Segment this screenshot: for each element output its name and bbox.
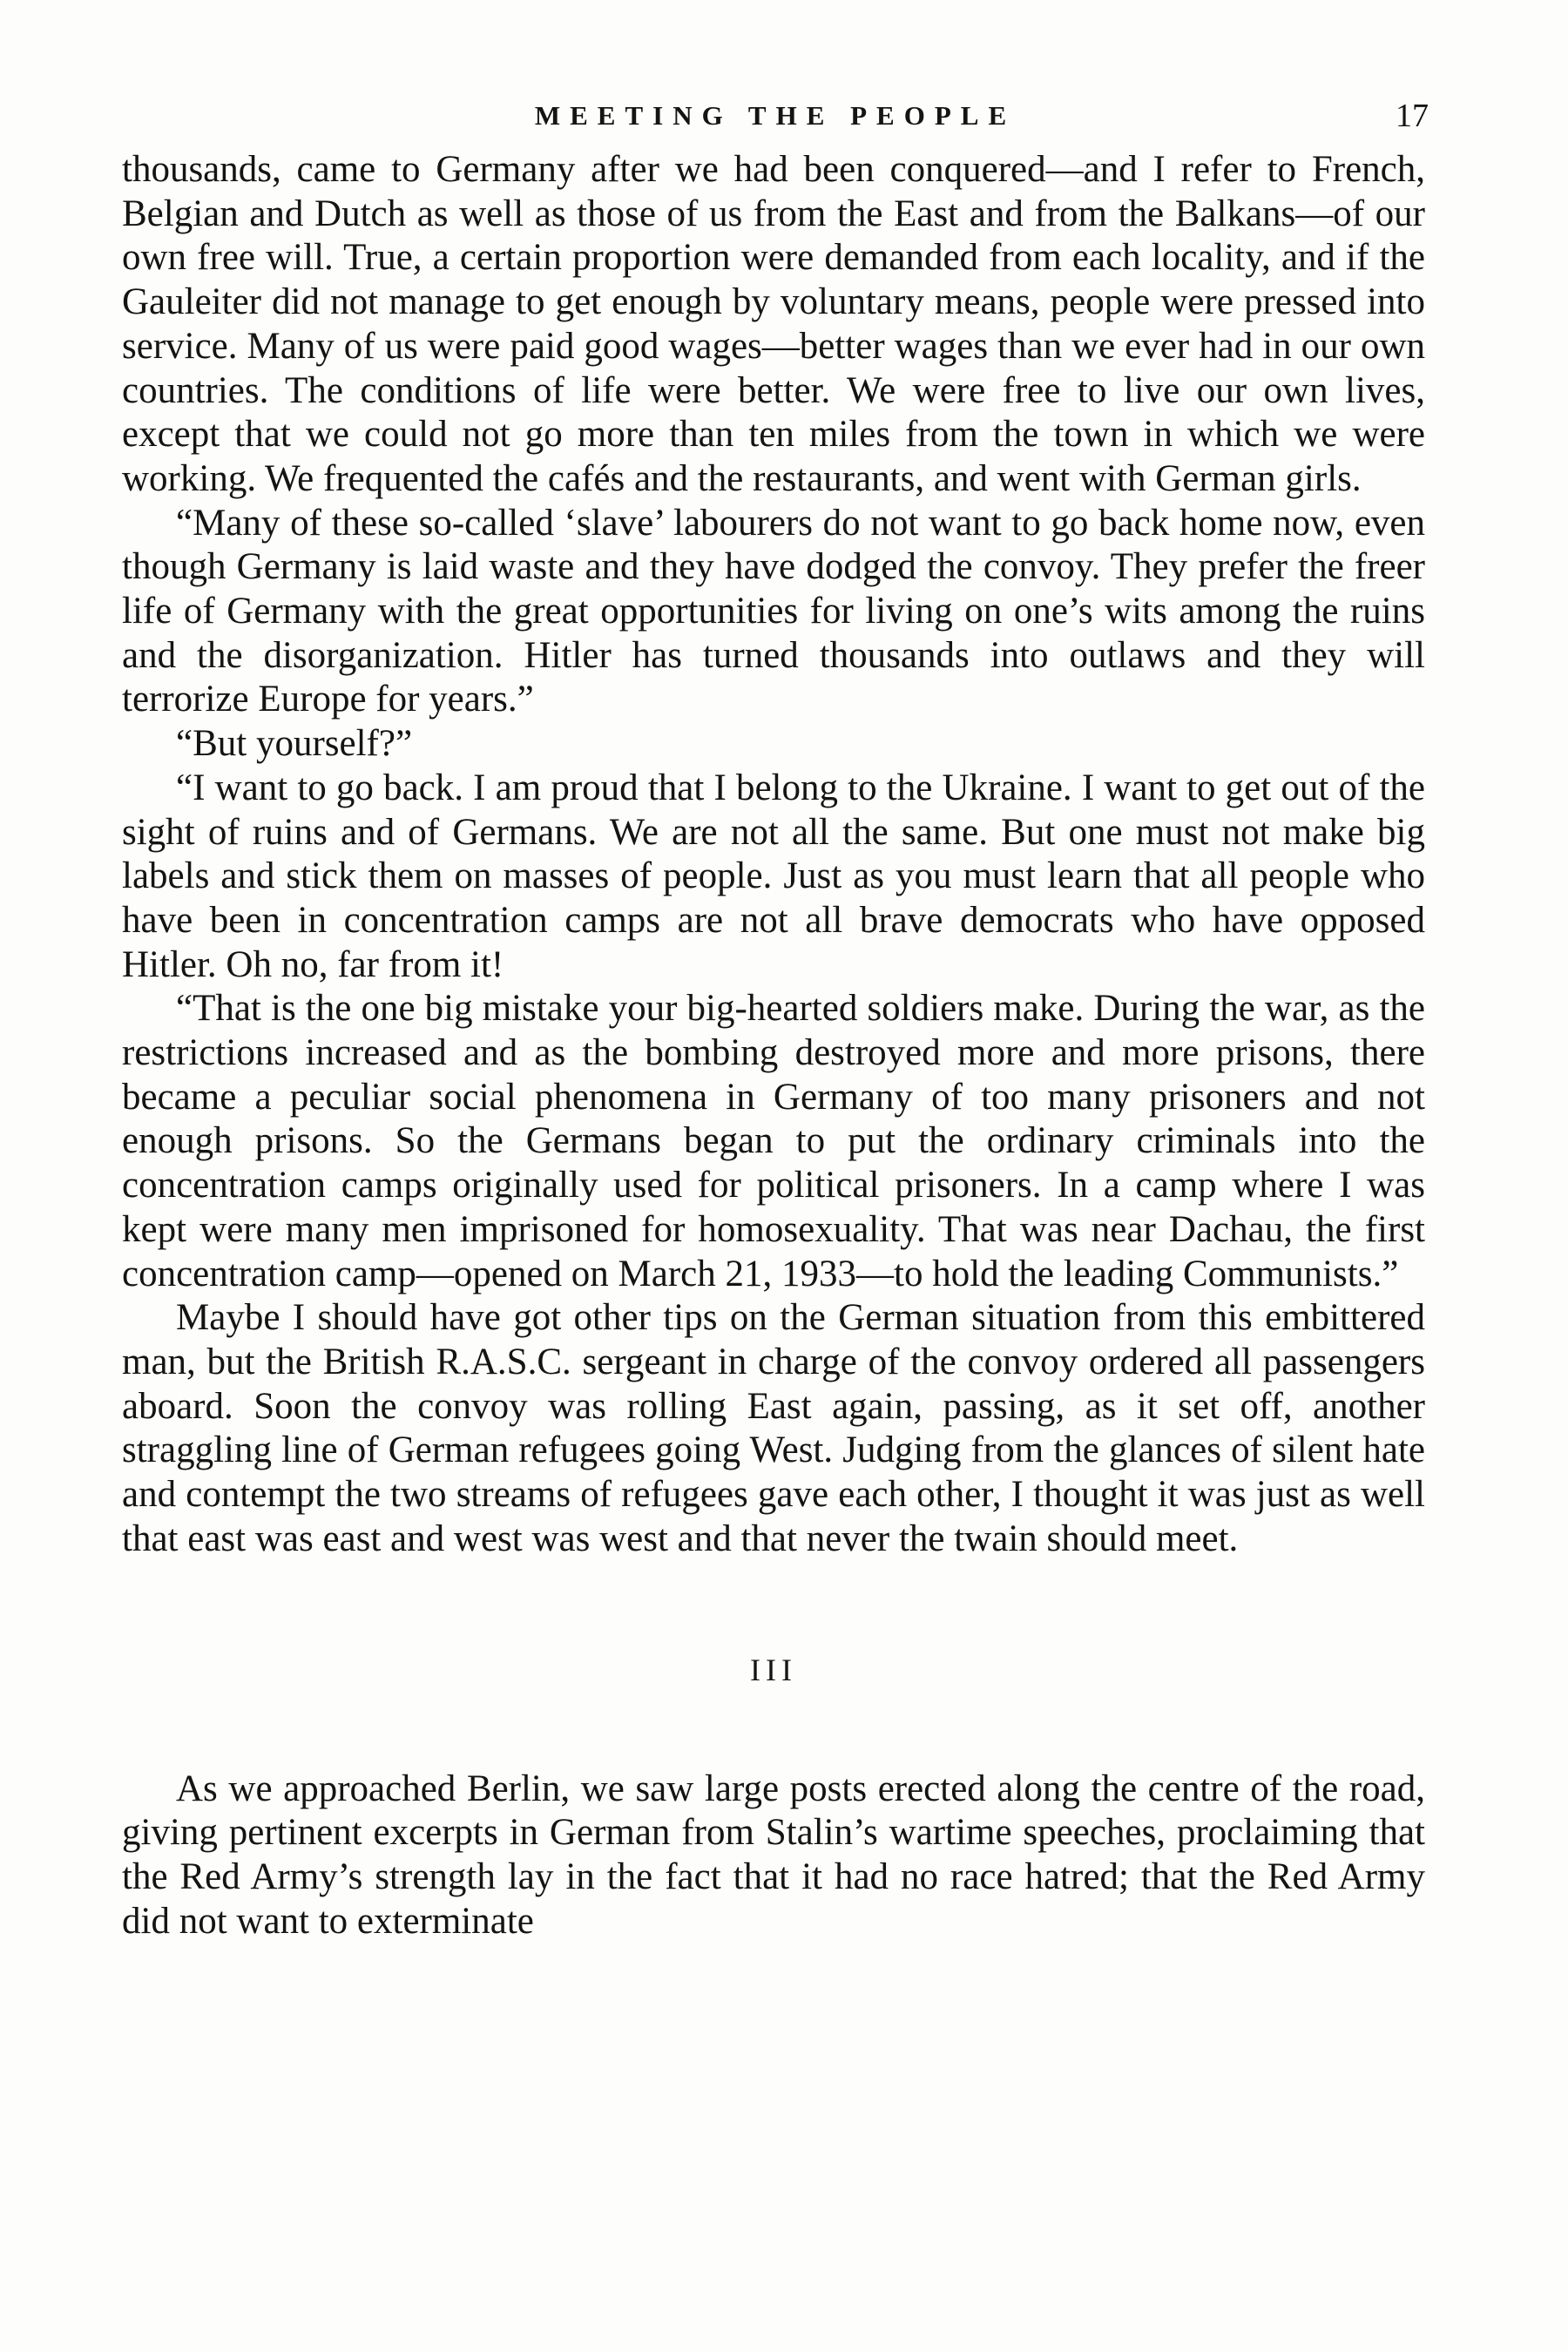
- paragraph-3: “But yourself?”: [176, 723, 413, 765]
- running-title: MEETING THE PEOPLE: [534, 100, 1017, 131]
- paragraph-6: Maybe I should have got other tips on the German situation from this embittered man, but the British R.A.S.C. sergeant in charge of the convoy ordered all passengers aboard. Soon the convoy was rolling East again, passing, as it set off, another straggling line of German refugees going West. Judging from the glances of silent hate and contempt the two streams of refugees gave each other, I thought it was just as well that east was east and west was west and that never the twain should meet.: [122, 1297, 1425, 1559]
- section-opening-paragraph: As we approached Berlin, we saw large posts erected along the centre of the road, giving pertinent excerpts in German from Stalin’s wartime speeches, proclaiming that the Red Army’s strength lay in the fact that it had no race hatred; that the Red Army did not want to exterminate: [122, 1767, 1425, 1942]
- paragraph-2: “Many of these so-called ‘slave’ labourers do not want to go back home now, even though Germany is laid waste and they have dodged the convoy. They prefer the freer life of Germany with the great opportunities for living on one’s wits among the ruins and the disorganization. Hitler has turned thousands into outlaws and they will terrorize Europe for years.”: [122, 502, 1425, 720]
- paragraph-5: “That is the one big mistake your big-hearted soldiers make. During the war, as the restrictions increased and as the bombing destroyed more and more prisons, there became a peculiar social phenomena in Germany of too many prisoners and not enough prisons. So the Germans began to put the ordinary criminals into the concentration camps originally used for political prisoners. In a camp where I was kept were many men imprisoned for homosexuality. That was near Dachau, the first concentration camp—opened on March 21, 1933—to hold the leading Communists.”: [122, 988, 1425, 1294]
- paragraph-1: thousands, came to Germany after we had been conquered—and I refer to French, Belgian and Dutch as well as those of us from the East and from the Balkans—of our own free will. True, a certain proportion were demanded from each locality, and if the Gauleiter did not manage to get enough by voluntary means, people were pressed into service. Many of us were paid good wages—better wages than we ever had in our own countries. The conditions of life were better. We were free to live our own lives, except that we could not go more than ten miles from the town in which we were working. We frequented the cafés and the restaurants, and went with German girls.: [122, 149, 1425, 499]
- running-head: [122, 94, 1429, 138]
- page-number: 17: [1396, 98, 1429, 134]
- paragraph-4: “I want to go back. I am proud that I belong to the Ukraine. I want to get out of the sight of ruins and of Germans. We are not all the same. But one must not make big labels and stick them on masses of people. Just as you must learn that all people who have been in concentration camps are not all brave democrats who have opposed Hitler. Oh no, far from it!: [122, 767, 1425, 985]
- section-number: III: [750, 1652, 797, 1687]
- body-text: [122, 148, 1425, 2308]
